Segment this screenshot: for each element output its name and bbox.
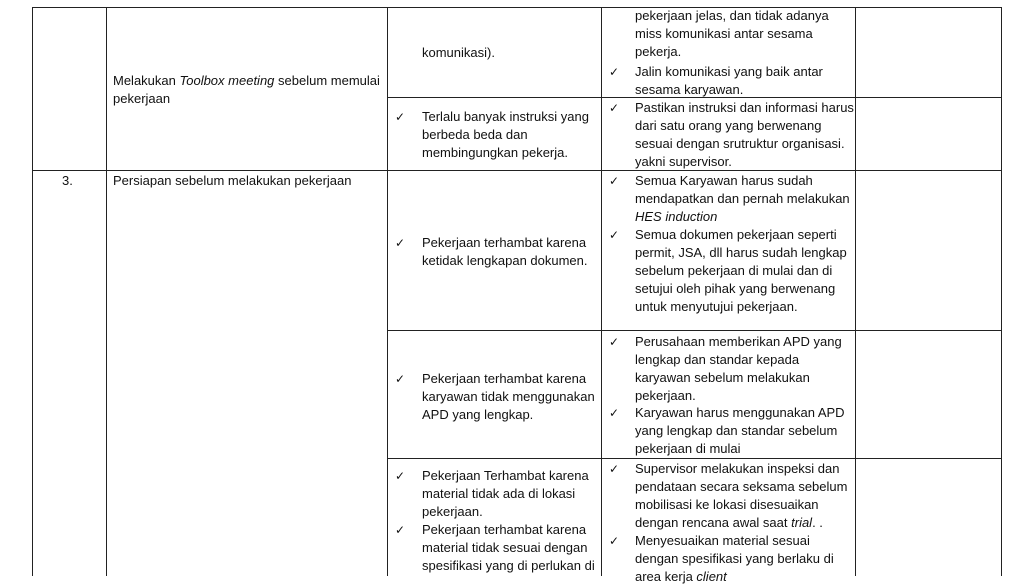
activity-text: Melakukan — [113, 73, 180, 88]
control-line: dengan spesifikasi yang berlaku di — [635, 551, 834, 566]
activity-text: sebelum memulai — [274, 73, 380, 88]
check-icon: ✓ — [609, 406, 620, 420]
control-line: Karyawan harus menggunakan APD — [635, 405, 845, 420]
check-icon: ✓ — [395, 236, 406, 250]
hazard-c1 — [422, 467, 589, 521]
control-line: area kerja — [635, 569, 697, 584]
control-line: Pastikan instruksi dan informasi harus — [635, 100, 854, 115]
check-icon: ✓ — [395, 469, 406, 483]
control-b1 — [635, 333, 842, 405]
control-line: karyawan sebelum melakukan — [635, 370, 810, 385]
check-icon: ✓ — [609, 228, 620, 242]
check-icon: ✓ — [609, 534, 620, 548]
row-number: 3. — [62, 173, 73, 188]
control-line: yakni supervisor. — [635, 154, 732, 169]
check-icon: ✓ — [395, 523, 406, 537]
control-b2 — [635, 404, 845, 458]
control-line: Perusahaan memberikan APD yang — [635, 334, 842, 349]
hazard-1-tail: komunikasi). — [422, 45, 495, 60]
hazard-line: ketidak lengkapan dokumen. — [422, 253, 588, 268]
check-icon: ✓ — [609, 174, 620, 188]
table-border-col1 — [106, 8, 107, 576]
table-border-top — [32, 7, 1002, 8]
table-border-left — [32, 8, 33, 576]
check-icon: ✓ — [395, 372, 406, 386]
control-line: . . — [812, 515, 823, 530]
control-line: miss komunikasi antar sesama — [635, 26, 813, 41]
check-icon: ✓ — [609, 462, 620, 476]
hazard-c2 — [422, 521, 595, 575]
check-icon: ✓ — [609, 65, 620, 79]
hazard-2 — [422, 108, 589, 162]
table-border-right — [1001, 8, 1002, 576]
hazard-line: karyawan tidak menggunakan — [422, 389, 595, 404]
table-border-col4 — [855, 8, 856, 576]
row-divider-hazard-b — [387, 458, 1002, 459]
control-line: mendapatkan dan pernah melakukan — [635, 191, 850, 206]
hazard-line: berbeda beda dan — [422, 127, 528, 142]
control-line: dari satu orang yang berwenang — [635, 118, 822, 133]
control-line: dengan rencana awal saat — [635, 515, 792, 530]
hazard-line: spesifikasi yang di perlukan di — [422, 558, 595, 573]
control-line: Semua dokumen pekerjaan seperti — [635, 227, 837, 242]
control-line: mobilisasi ke lokasi disesuaikan — [635, 497, 819, 512]
hazard-line: APD yang lengkap. — [422, 407, 534, 422]
control-1 — [635, 7, 829, 61]
control-a1 — [635, 172, 850, 226]
hazard-line: pekerjaan. — [422, 504, 483, 519]
hazard-a — [422, 234, 588, 270]
control-line: Menyesuaikan material sesuai — [635, 533, 810, 548]
activity-persiapan: Persiapan sebelum melakukan pekerjaan — [113, 173, 352, 188]
activity-text: pekerjaan — [113, 91, 171, 106]
control-line: sesuai dengan srutruktur organisasi. — [635, 136, 845, 151]
hazard-line: Pekerjaan terhambat karena — [422, 235, 587, 250]
control-line: lengkap dan standar kepada — [635, 352, 800, 367]
control-line: setujui oleh pihak yang berwenang — [635, 281, 836, 296]
row-divider-hazard-a — [387, 330, 1002, 331]
control-emphasis: trial — [791, 515, 813, 530]
control-line: permit, JSA, dll harus sudah lengkap — [635, 245, 847, 260]
hazard-line: material tidak ada di lokasi — [422, 486, 576, 501]
control-line: Jalin komunikasi yang baik antar — [635, 64, 823, 79]
control-line: Supervisor melakukan inspeksi dan — [635, 461, 840, 476]
hazard-line: Pekerjaan terhambat karena — [422, 371, 587, 386]
control-line: untuk menyutujui pekerjaan. — [635, 299, 798, 314]
control-line: pendataan secara seksama sebelum — [635, 479, 848, 494]
control-3 — [635, 99, 854, 171]
check-icon: ✓ — [609, 335, 620, 349]
hazard-b — [422, 370, 595, 424]
control-emphasis: client — [696, 569, 727, 584]
check-icon: ✓ — [395, 110, 406, 124]
hazard-line: Terlalu banyak instruksi yang — [422, 109, 589, 124]
control-line: yang lengkap dan standar sebelum — [635, 423, 838, 438]
hazard-line: Pekerjaan Terhambat karena — [422, 468, 589, 483]
control-line: pekerjaan jelas, dan tidak adanya — [635, 8, 829, 23]
control-c1 — [635, 460, 847, 532]
control-2 — [635, 63, 823, 99]
hazard-line: membingungkan pekerja. — [422, 145, 568, 160]
table-border-col3 — [601, 8, 602, 576]
control-line: pekerjaan. — [635, 388, 696, 403]
row-divider-3 — [32, 170, 1002, 171]
control-a2 — [635, 226, 847, 316]
control-line: sebelum pekerjaan di mulai dan di — [635, 263, 833, 278]
hazard-line: Pekerjaan terhambat karena — [422, 522, 587, 537]
control-line: sesama karyawan. — [635, 82, 744, 97]
control-c2 — [635, 532, 834, 586]
activity-emphasis: Toolbox meeting — [179, 73, 275, 88]
hazard-line: material tidak sesuai dengan — [422, 540, 588, 555]
table-border-col2 — [387, 8, 388, 576]
control-line: pekerjaan di mulai — [635, 441, 741, 456]
control-line: pekerja. — [635, 44, 682, 59]
activity-toolbox-meeting — [113, 72, 380, 108]
check-icon: ✓ — [609, 101, 620, 115]
control-line: Semua Karyawan harus sudah — [635, 173, 813, 188]
control-emphasis: HES induction — [635, 209, 718, 224]
